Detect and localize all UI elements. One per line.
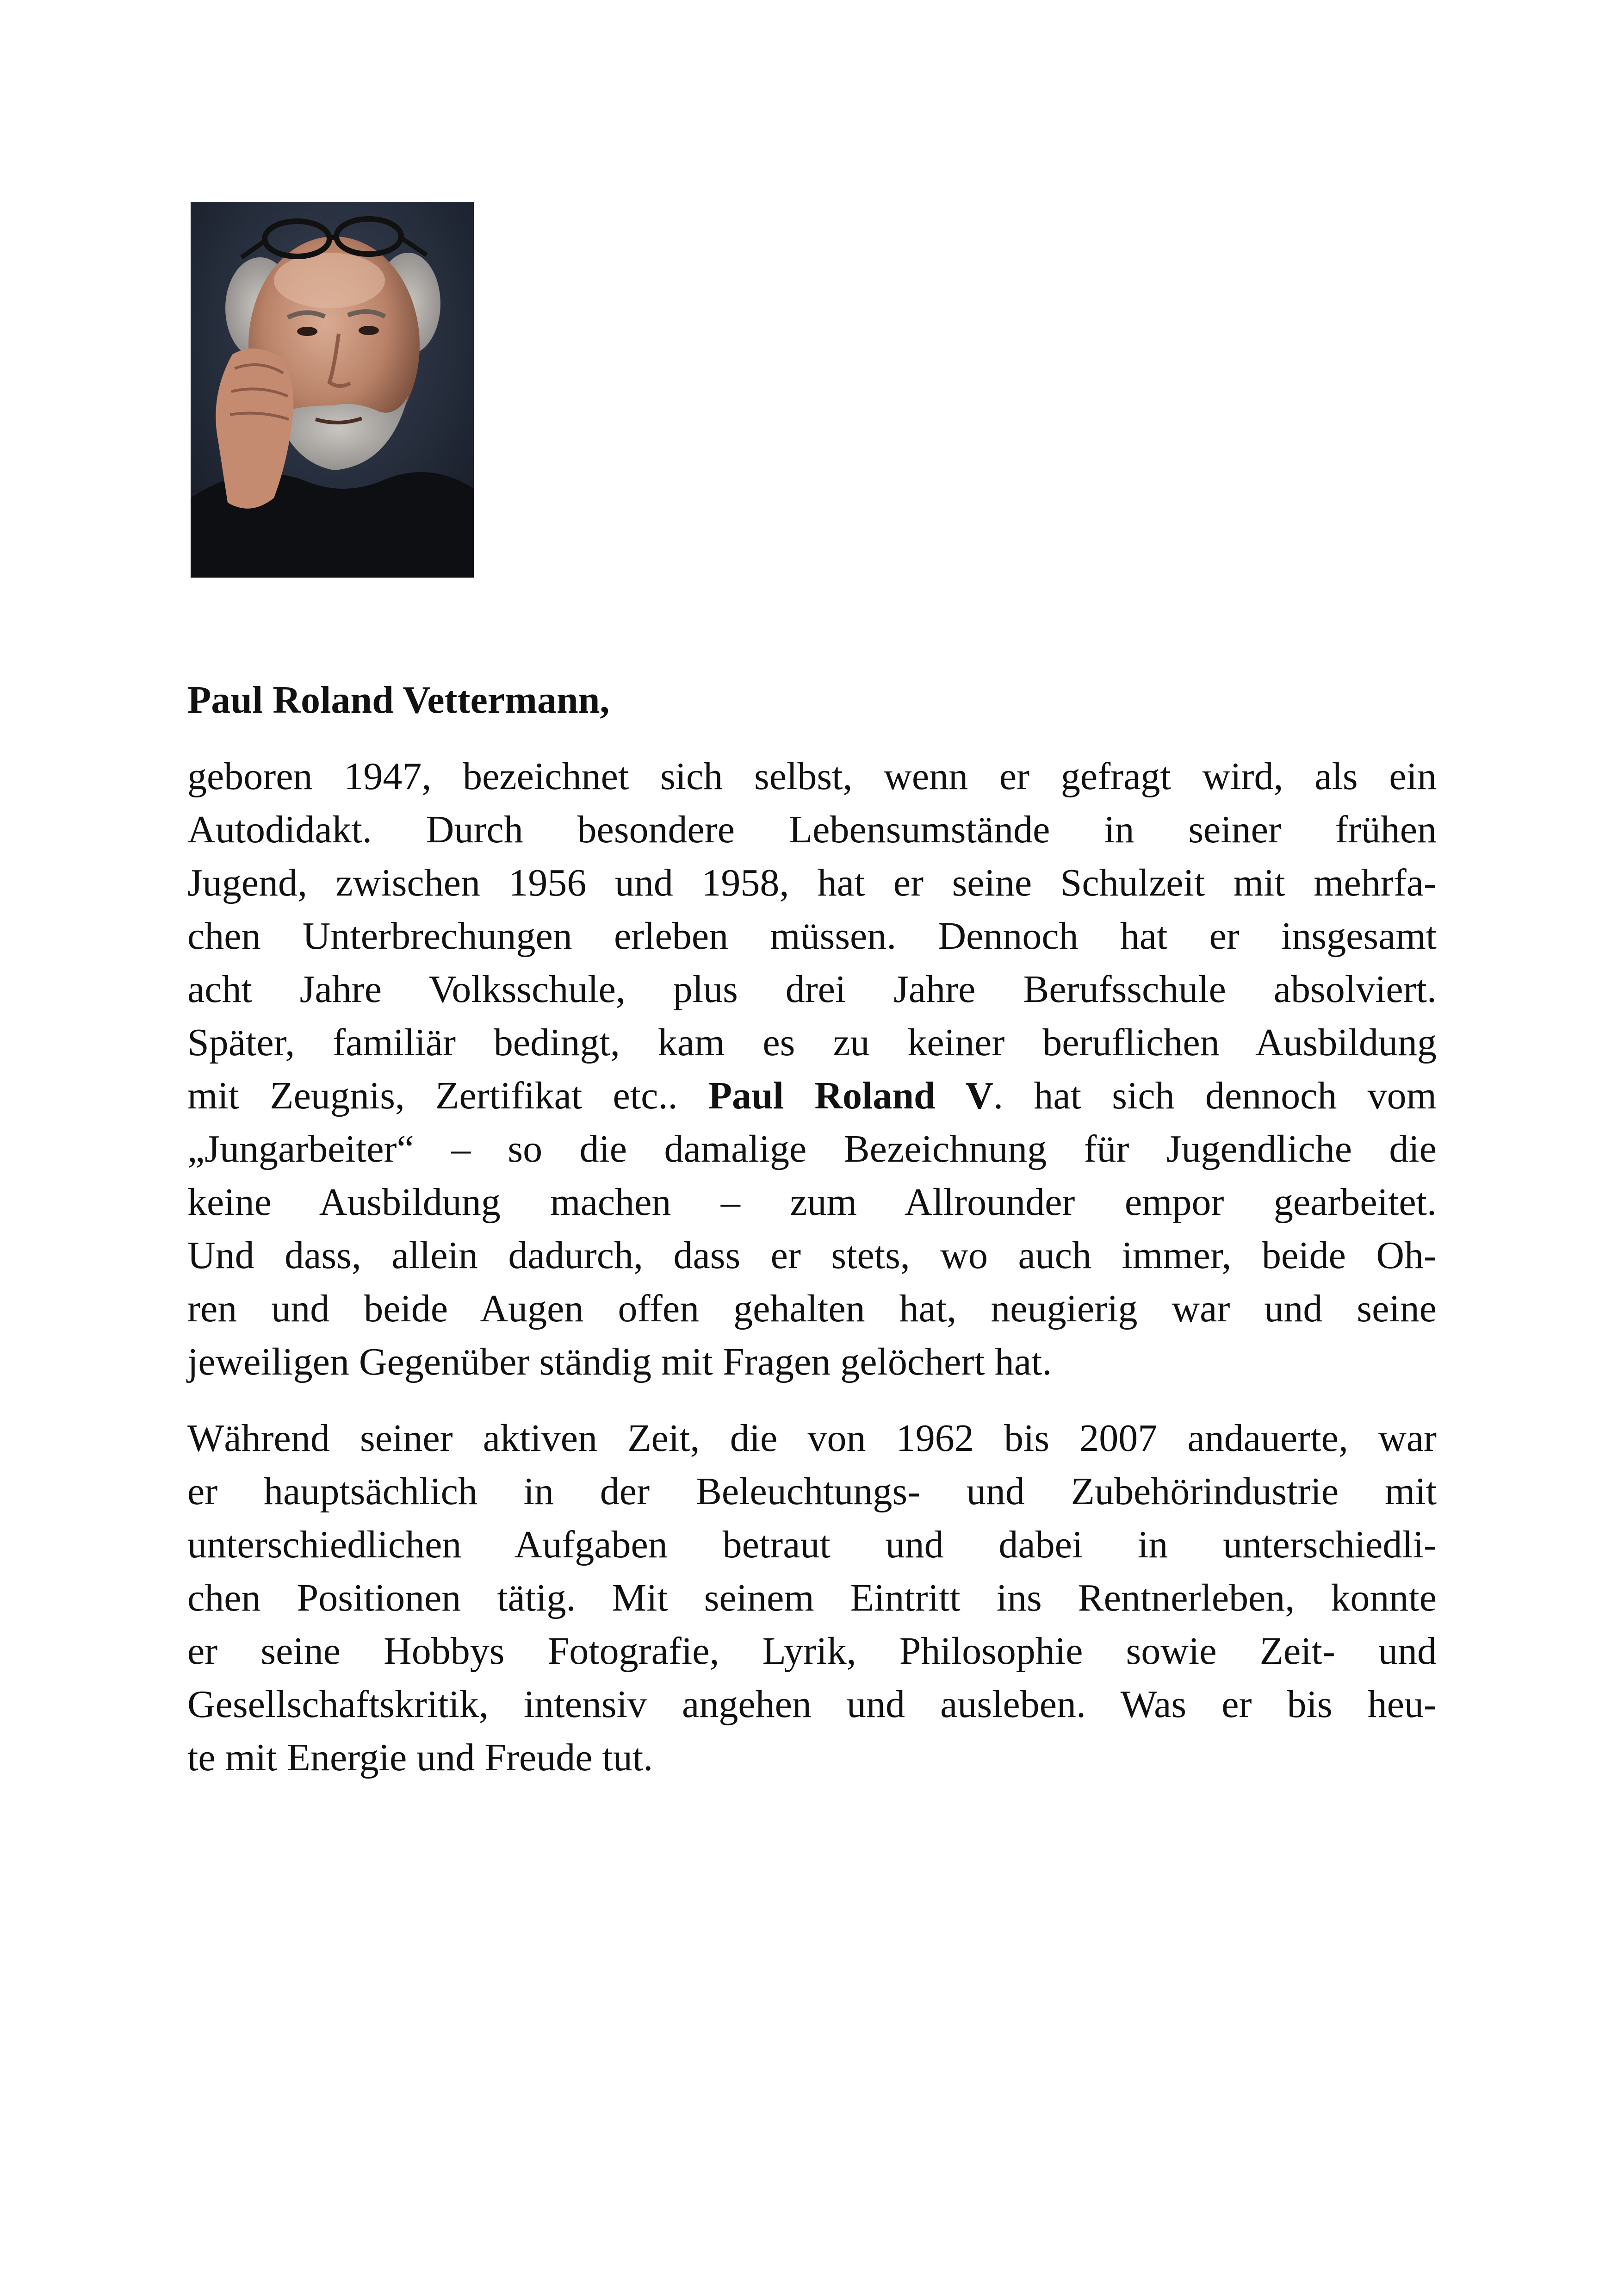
paragraph-2	[187, 1412, 1437, 1784]
text-segment: . hat sich dennoch vom	[993, 1074, 1437, 1117]
text-line	[187, 1069, 1437, 1122]
text-line: Und dass, allein dadurch, dass er stets, wo auch immer, beide Oh-	[187, 1234, 1437, 1277]
text-line: keine Ausbildung machen – zum Allrounder empor gearbeitet.	[187, 1181, 1437, 1224]
text-line: geboren 1947, bezeichnet sich selbst, wenn er gefragt wird, als ein	[187, 755, 1437, 798]
text-line: chen Positionen tätig. Mit seinem Eintritt ins Rentnerleben, konnte	[187, 1576, 1437, 1619]
person-name-heading: Paul Roland Vettermann,	[187, 678, 610, 722]
text-line: Später, familiär bedingt, kam es zu keiner beruflichen Ausbildung	[187, 1021, 1437, 1064]
biography-text	[187, 673, 1437, 1807]
text-line: er seine Hobbys Fotografie, Lyrik, Philosophie sowie Zeit- und	[187, 1630, 1437, 1673]
text-line: jeweiligen Gegenüber ständig mit Fragen gelöchert hat.	[187, 1340, 1052, 1383]
text-line: ren und beide Augen offen gehalten hat, neugierig war und seine	[187, 1287, 1437, 1330]
text-line: te mit Energie und Freude tut.	[187, 1736, 653, 1779]
text-line: Während seiner aktiven Zeit, die von 1962 bis 2007 andauerte, war	[187, 1417, 1437, 1460]
text-line: er hauptsächlich in der Beleuchtungs- und Zubehörindustrie mit	[187, 1470, 1437, 1513]
text-line: unterschiedlichen Aufgaben betraut und dabei in unterschiedli-	[187, 1523, 1437, 1566]
paragraph-1	[187, 750, 1437, 1388]
person-name-bold: Paul Roland V	[708, 1074, 994, 1117]
text-line: acht Jahre Volksschule, plus drei Jahre Berufsschule absolviert.	[187, 968, 1437, 1011]
text-line: „Jungarbeiter“ – so die damalige Bezeichnung für Jugendliche die	[187, 1127, 1437, 1170]
text-segment: mit Zeugnis, Zertifikat etc..	[187, 1074, 708, 1117]
text-line: chen Unterbrechungen erleben müssen. Dennoch hat er insgesamt	[187, 915, 1437, 958]
text-line: Gesellschaftskritik, intensiv angehen und ausleben. Was er bis heu-	[187, 1683, 1437, 1726]
portrait-photo	[191, 202, 474, 578]
text-line: Autodidakt. Durch besondere Lebensumstände in seiner frühen	[187, 808, 1437, 851]
portrait-photo-icon	[191, 202, 474, 578]
text-line: Jugend, zwischen 1956 und 1958, hat er seine Schulzeit mit mehrfa-	[187, 861, 1437, 904]
